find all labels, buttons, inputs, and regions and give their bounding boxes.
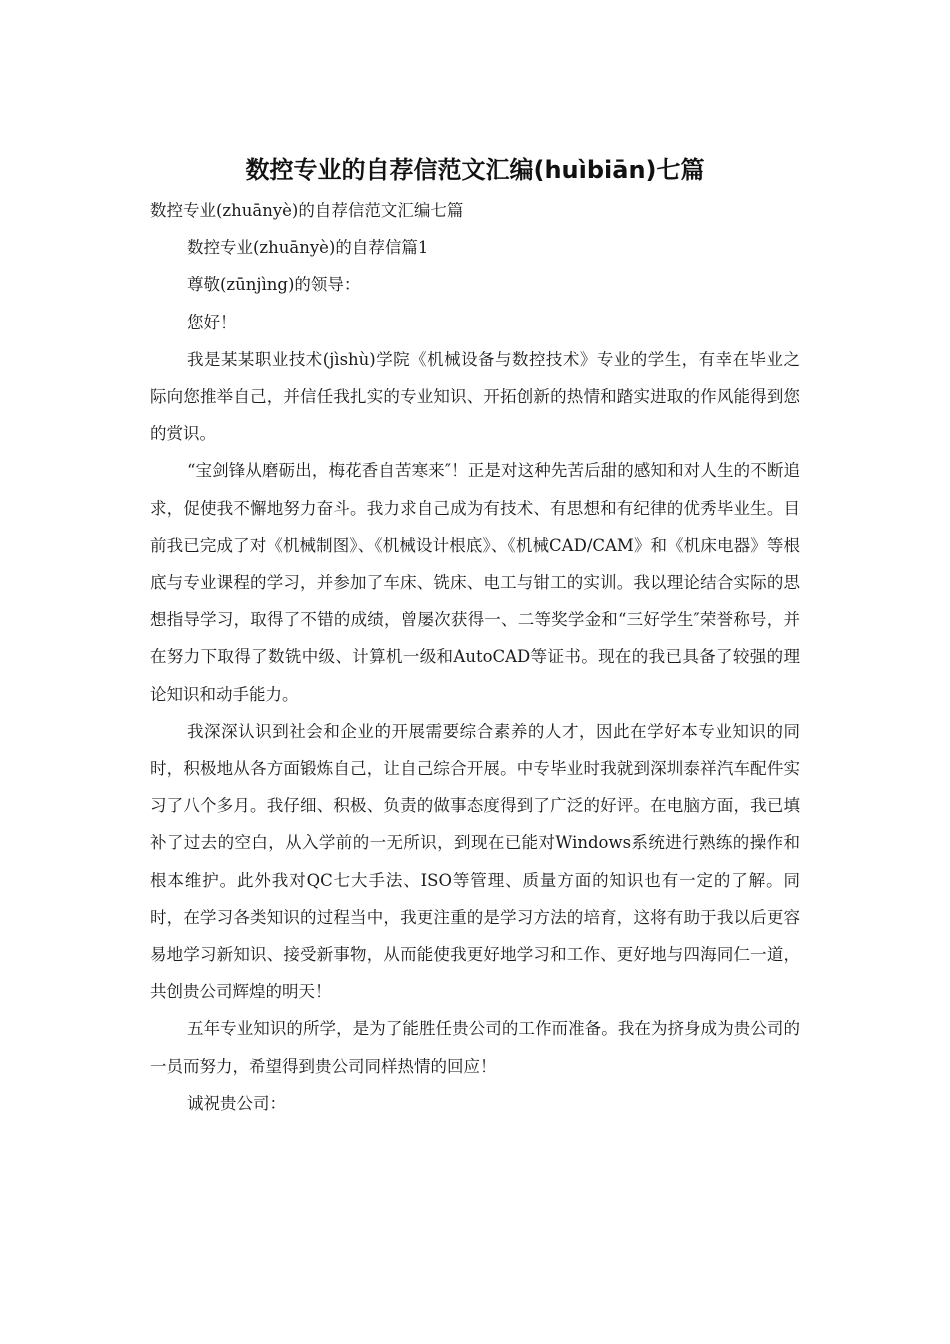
document-body — [150, 192, 800, 1122]
greeting: 您好！ — [187, 312, 237, 332]
document-title: 数控专业的自荐信范文汇编(huìbiān)七篇 — [245, 156, 705, 184]
body-paragraph: 我是某某职业技术(jìshù)学院《机械设备与数控技术》专业的学生，有幸在毕业之际向您推举自己，并信任我扎实的专业知识、开拓创新的热情和踏实进取的作风能得到您的赏识。 — [150, 349, 800, 444]
closing-line: 诚祝贵公司： — [187, 1093, 286, 1113]
body-paragraph: 我深深认识到社会和企业的开展需要综合素养的人才，因此在学好本专业知识的同时，积极地从各方面锻炼自己，让自己综合开展。中专毕业时我就到深圳泰祥汽车配件实习了八个多月。我仔细、积极、负责的做事态度得到了广泛的好评。在电脑方面，我已填补了过去的空白，从入学前的一无所识，到现在已能对Windows系统进行熟练的操作和根本维护。此外我对QC七大手法、ISO等管理、质量方面的知识也有一定的了解。同时，在学习各类知识的过程当中，我更注重的是学习方法的培育，这将有助于我以后更容易地学习新知识、接受新事物，从而能使我更好地学习和工作、更好地与四海同仁一道，共创贵公司辉煌的明天！ — [150, 721, 800, 1002]
body-paragraph: 五年专业知识的所学，是为了能胜任贵公司的工作而准备。我在为挤身成为贵公司的一员而努力，希望得到贵公司同样热情的回应！ — [150, 1019, 800, 1076]
document-subtitle: 数控专业(zhuānyè)的自荐信范文汇编七篇 — [150, 201, 464, 220]
body-paragraph: “宝剑锋从磨砺出，梅花香自苦寒来″！正是对这种先苦后甜的感知和对人生的不断追求，促使我不懈地努力奋斗。我力求自己成为有技术、有思想和有纪律的优秀毕业生。目前我已完成了对《机械制图》、《机械设计根底》、《机械CAD/CAM》和《机床电器》等根底与专业课程的学习，并参加了车床、铣床、电工与钳工的实训。我以理论结合实际的思想指导学习，取得了不错的成绩，曾屡次获得一、二等奖学金和“三好学生″荣誉称号，并在努力下取得了数铣中级、计算机一级和AutoCAD等证书。现在的我已具备了较强的理论知识和动手能力。 — [150, 461, 800, 704]
salutation: 尊敬(zūnjìng)的领导： — [187, 275, 361, 295]
section-heading: 数控专业(zhuānyè)的自荐信篇1 — [187, 238, 429, 258]
